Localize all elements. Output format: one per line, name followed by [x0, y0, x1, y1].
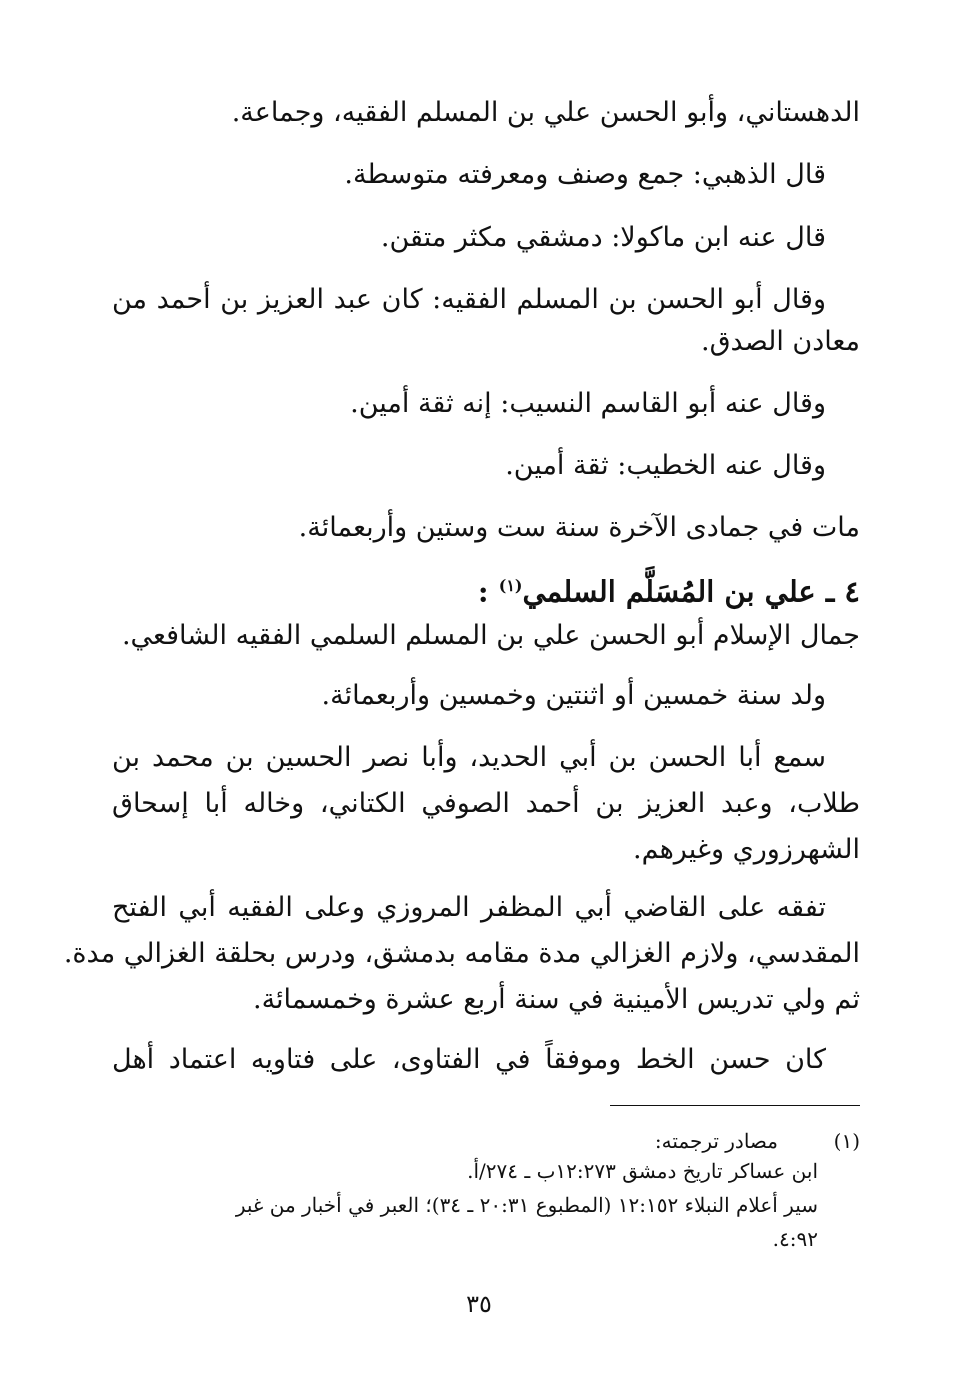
footnote-line-1: مصادر ترجمته:: [654, 1129, 778, 1153]
entry-heading-colon: :: [477, 574, 489, 609]
footnote-line-2: ابن عساكر تاريخ دمشق ١٢:٢٧٣ب ـ ٢٧٤/أ.: [467, 1159, 818, 1183]
body-line-10: ولد سنة خمسين أو اثنتين وخمسين وأربعمائة.: [321, 680, 826, 711]
body-line-9: جمال الإسلام أبو الحسن علي بن المسلم السلمي الفقيه الشافعي.: [121, 620, 860, 651]
body-line-5: معادن الصدق.: [701, 326, 860, 357]
page-number: ٣٥: [466, 1290, 492, 1318]
body-line-8: مات في جمادى الآخرة سنة ست وستين وأربعمائة.: [298, 512, 860, 543]
body-line-11: سمع أبا الحسن بن أبي الحديد، وأبا نصر الحسين بن محمد بن: [112, 742, 826, 773]
body-line-14: تفقه على القاضي أبي المظفر المروزي وعلى الفقيه أبي الفتح: [112, 892, 826, 923]
body-line-12: طلاب، وعبد العزيز بن أحمد الصوفي الكتاني، وخاله أبا إسحاق: [112, 788, 860, 819]
footnote-separator: [610, 1105, 860, 1106]
body-line-2: قال الذهبي: جمع وصنف ومعرفته متوسطة.: [344, 159, 826, 190]
entry-heading-title: ٤ ـ علي بن المُسَلَّم السلمي: [522, 574, 860, 609]
body-line-17: كان حسن الخط وموفقاً في الفتاوى، على فتاويه اعتماد أهل: [112, 1044, 826, 1075]
body-line-1: الدهستاني، وأبو الحسن علي بن المسلم الفقيه، وجماعة.: [231, 97, 860, 128]
footnote-number: (١): [833, 1129, 860, 1153]
body-line-7: وقال عنه الخطيب: ثقة أمين.: [505, 450, 826, 481]
footnote-ref: (١): [498, 576, 523, 595]
body-line-16: ثم ولي تدريس الأمينية في سنة أربع عشرة وخمسمائة.: [252, 984, 860, 1015]
footnote-line-3: سير أعلام النبلاء ١٢:١٥٢ (المطبوع ٢٠:٣١ ـ ٣٤)؛ العبر في أخبار من غبر: [235, 1193, 818, 1217]
body-line-6: وقال عنه أبو القاسم النسيب: إنه ثقة أمين.: [350, 388, 826, 419]
entry-heading: [478, 566, 860, 612]
body-line-13: الشهرزوري وغيرهم.: [633, 834, 860, 865]
footnote-line-4: ٤:٩٢.: [772, 1227, 818, 1251]
body-line-4: وقال أبو الحسن بن المسلم الفقيه: كان عبد العزيز بن أحمد من: [112, 284, 826, 315]
body-line-15: المقدسي، ولازم الغزالي مدة مقامه بدمشق، ودرس بحلقة الغزالي مدة.: [63, 938, 860, 969]
body-line-3: قال عنه ابن ماكولا: دمشقي مكثر متقن.: [380, 222, 826, 253]
